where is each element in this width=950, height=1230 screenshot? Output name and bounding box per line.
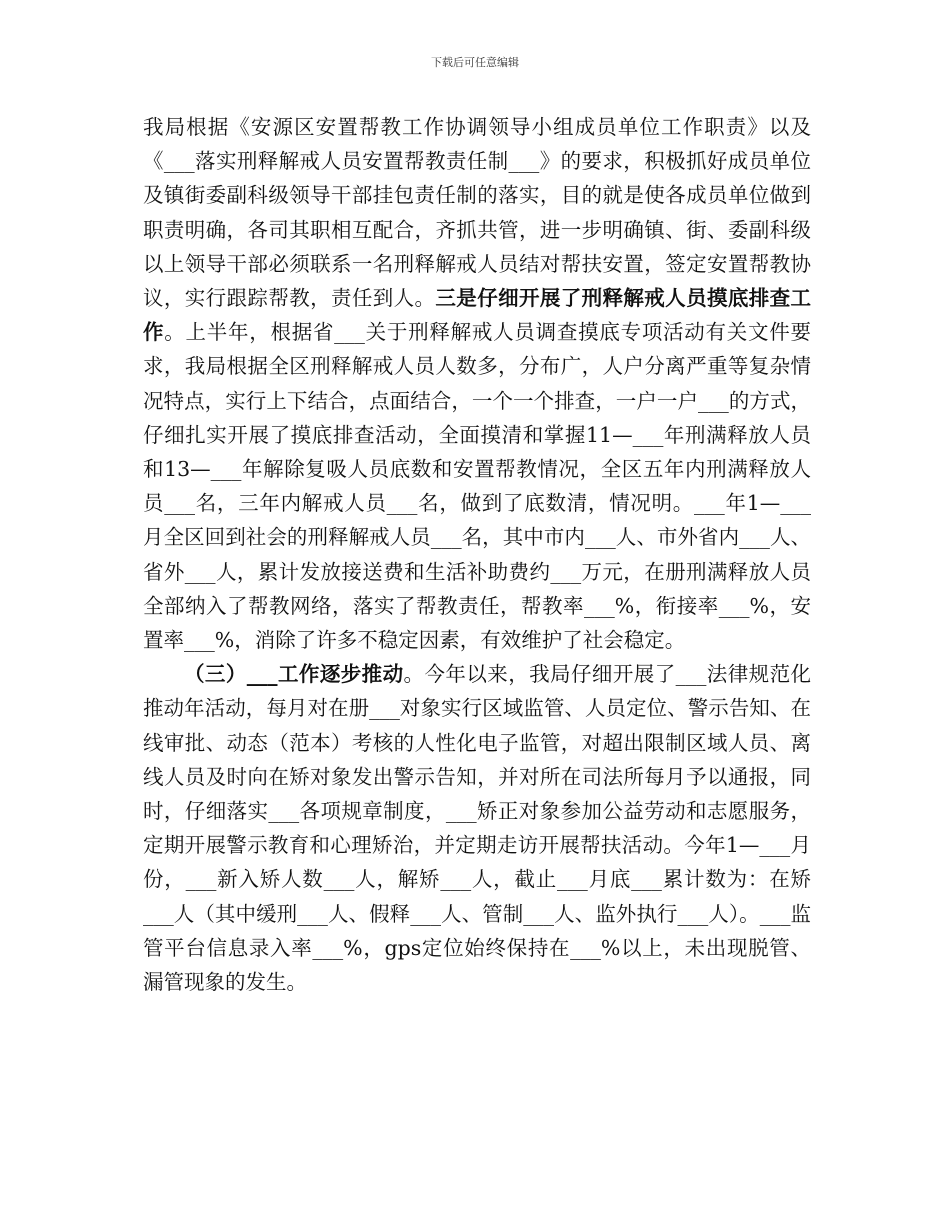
paragraph-1 <box>143 110 811 657</box>
page-header: 下载后可任意编辑 <box>431 56 519 69</box>
document-body <box>143 110 811 999</box>
paragraph-2 <box>143 657 811 999</box>
paragraph-1-text-b: 。上半年，根据省___关于刑释解戒人员调查摸底专项活动有关文件要求，我局根据全区刑释解戒人员人数多，分布广，人户分离严重等复杂情况特点，实行上下结合，点面结合，一个一个排查，一户一户___的方式，仔细扎实开展了摸底排查活动，全面摸清和掌握11—___年刑满释放人员和13—___年解除复吸人员底数和安置帮教情况，全区五年内刑满释放人员___名，三年内解戒人员___名，做到了底数清，情况明。___年1—___月全区回到社会的刑释解戒人员___名，其中市内___人、市外省内___人、省外___人，累计发放接送费和生活补助费约___万元，在册刑满释放人员全部纳入了帮教网络，落实了帮教责任，帮教率___%，衔接率___%，安置率___%，消除了许多不稳定因素，有效维护了社会稳定。 <box>143 320 812 653</box>
paragraph-1-bold-heading: 三是仔细开展了刑释解戒人员摸底排查工作 <box>143 286 812 345</box>
paragraph-2-text: 。今年以来，我局仔细开展了___法律规范化推动年活动，每月对在册___对象实行区域监管、人员定位、警示告知、在线审批、动态（范本）考核的人性化电子监管，对超出限制区域人员、离线人员及时向在矫对象发出警示告知，并对所在司法所每月予以通报，同时，仔细落实___各项规章制度，___矫正对象参加公益劳动和志愿服务，定期开展警示教育和心理矫治，并定期走访开展帮扶活动。今年1—___月份，___新入矫人数___人，解矫___人，截止___月底___累计数为：在矫___人（其中缓刑___人、假释___人、管制___人、监外执行___人）。___监管平台信息录入率___%，gps定位始终保持在___%以上，未出现脱管、漏管现象的发生。 <box>143 662 812 995</box>
paragraph-1-text-a: 我局根据《安源区安置帮教工作协调领导小组成员单位工作职责》以及《___落实刑释解戒人员安置帮教责任制___》的要求，积极抓好成员单位及镇街委副科级领导干部挂包责任制的落实，目的就是使各成员单位做到职责明确，各司其职相互配合，齐抓共管，进一步明确镇、街、委副科级以上领导干部必须联系一名刑释解戒人员结对帮扶安置，签定安置帮教协议，实行跟踪帮教，责任到人。 <box>143 115 811 311</box>
paragraph-2-bold-heading: （三）___工作逐步推动 <box>184 662 404 687</box>
